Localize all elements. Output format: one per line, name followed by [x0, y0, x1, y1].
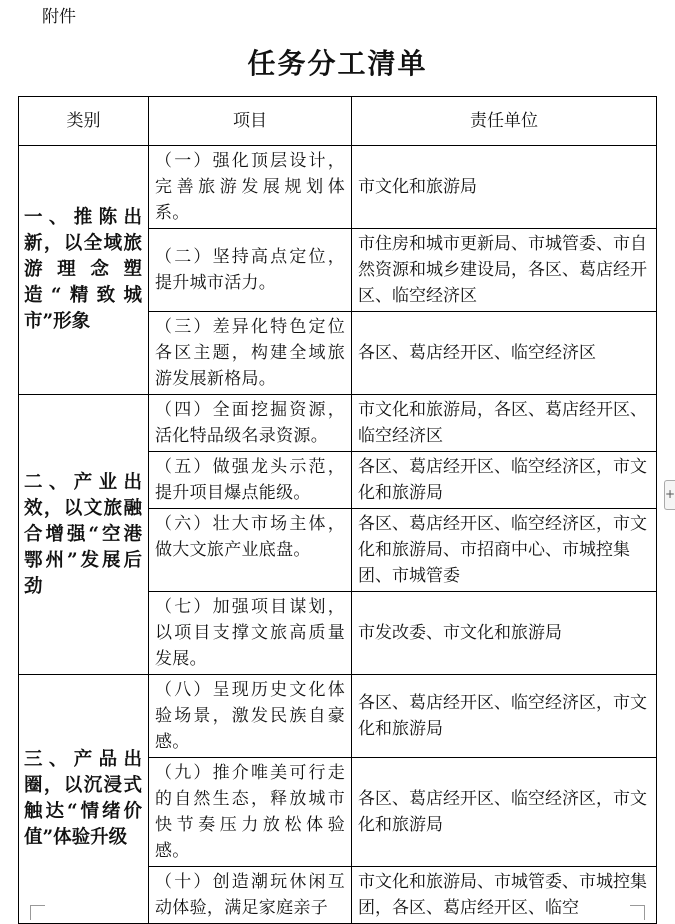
- project-cell: （六）壮大市场主体，做大文旅产业底盘。: [149, 509, 352, 592]
- unit-cell: 市发改委、市文化和旅游局: [352, 592, 657, 675]
- table-header-row: [19, 97, 657, 146]
- header-unit: 责任单位: [352, 97, 657, 146]
- table-row: [19, 395, 657, 452]
- table-row: [19, 675, 657, 758]
- project-cell: （五）做强龙头示范，提升项目爆点能级。: [149, 452, 352, 509]
- category-cell: 二、产业出效，以文旅融合增强“空港鄂州”发展后劲: [19, 395, 149, 675]
- page-corner-mark-left: [30, 905, 45, 920]
- page-title: 任务分工清单: [247, 47, 428, 80]
- attachment-label: 附件: [42, 7, 76, 27]
- page-side-tab[interactable]: +: [664, 480, 675, 510]
- table-row: [19, 146, 657, 229]
- unit-cell: 各区、葛店经开区、临空经济区，市文化和旅游局: [352, 452, 657, 509]
- unit-cell: 各区、葛店经开区、临空经济区，市文化和旅游局: [352, 758, 657, 867]
- project-cell: （九）推介唯美可行走的自然生态，释放城市快节奏压力放松体验感。: [149, 758, 352, 867]
- unit-cell: 各区、葛店经开区、临空经济区，市文化和旅游局、市招商中心、市城控集团、市城管委: [352, 509, 657, 592]
- project-cell: （八）呈现历史文化体验场景，激发民族自豪感。: [149, 675, 352, 758]
- project-cell: （七）加强项目谋划，以项目支撑文旅高质量发展。: [149, 592, 352, 675]
- header-project: 项目: [149, 97, 352, 146]
- unit-cell: 市文化和旅游局，各区、葛店经开区、临空经济区: [352, 395, 657, 452]
- project-cell: （一）强化顶层设计，完善旅游发展规划体系。: [149, 146, 352, 229]
- unit-cell: 市住房和城市更新局、市城管委、市自然资源和城乡建设局，各区、葛店经开区、临空经济区: [352, 229, 657, 312]
- unit-cell: 市文化和旅游局: [352, 146, 657, 229]
- category-cell: 一、推陈出新，以全域旅游理念塑造“精致城市”形象: [19, 146, 149, 395]
- project-cell: （十）创造潮玩休闲互动体验，满足家庭亲子: [149, 867, 352, 924]
- project-cell: （四）全面挖掘资源，活化特品级名录资源。: [149, 395, 352, 452]
- task-table: [18, 96, 657, 924]
- category-cell: 三、产品出圈，以沉浸式触达“情绪价值”体验升级: [19, 675, 149, 924]
- header-category: 类别: [19, 97, 149, 146]
- unit-cell: 各区、葛店经开区、临空经济区，市文化和旅游局: [352, 675, 657, 758]
- project-cell: （二）坚持高点定位，提升城市活力。: [149, 229, 352, 312]
- page-corner-mark-right: [630, 905, 645, 920]
- unit-cell: 市文化和旅游局、市城管委、市城控集团，各区、葛店经开区、临空: [352, 867, 657, 924]
- unit-cell: 各区、葛店经开区、临空经济区: [352, 312, 657, 395]
- project-cell: （三）差异化特色定位各区主题，构建全域旅游发展新格局。: [149, 312, 352, 395]
